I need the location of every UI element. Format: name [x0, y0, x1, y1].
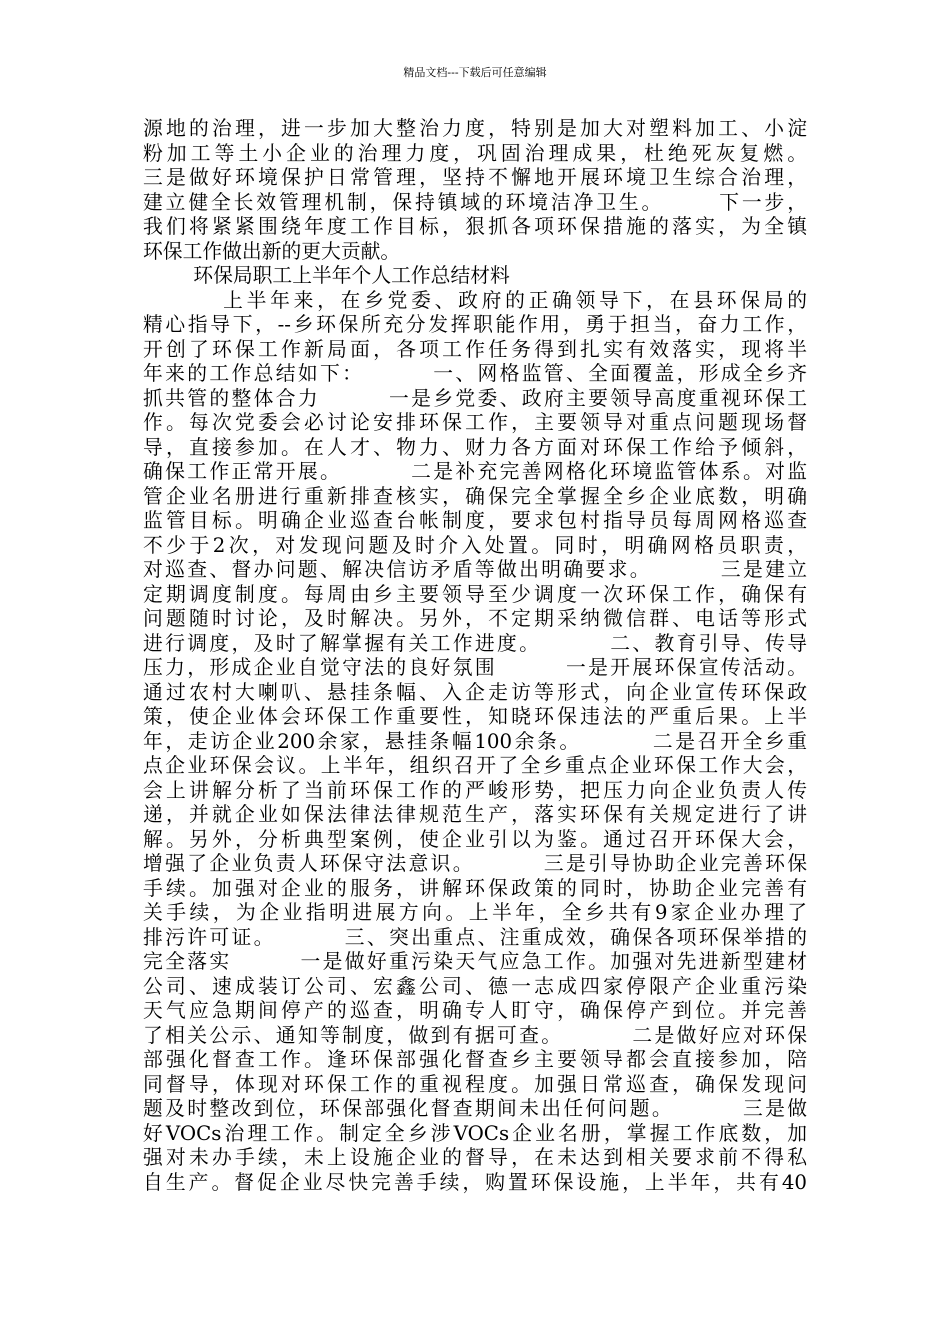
body-line: 监管目标。明确企业巡查台帐制度，要求包村指导员每周网格巡查 — [143, 509, 807, 532]
body-line: 不少于2次，对发现问题及时介入处置。同时，明确网格员职责， — [143, 533, 807, 557]
body-line: 建立健全长效管理机制，保持镇域的环境洁净卫生。 下一步， — [143, 190, 807, 214]
body-line: 完全落实 一是做好重污染天气应急工作。加强对先进新型建材 — [143, 950, 807, 973]
body-line: 问题随时讨论，及时解决。另外，不定期采纳微信群、电话等形式 — [143, 607, 807, 630]
body-line: 确保工作正常开展。 二是补充完善网格化环境监管体系。对监 — [143, 460, 807, 483]
body-line: 解。另外，分析典型案例，使企业引以为鉴。通过召开环保大会， — [143, 827, 807, 851]
body-line: 递，并就企业如保法律法律规范生产，落实环保有关规定进行了讲 — [143, 803, 807, 826]
body-line: 三是做好环境保护日常管理，坚持不懈地开展环境卫生综合治理， — [143, 166, 807, 189]
body-line: 强对未办手续，未上设施企业的督导，在未达到相关要求前不得私 — [143, 1146, 807, 1169]
body-line: 定期调度制度。每周由乡主要领导至少调度一次环保工作，确保有 — [143, 582, 807, 606]
body-line: 策，使企业体会环保工作重要性，知晓环保违法的严重后果。上半 — [143, 705, 807, 728]
document-body — [143, 117, 807, 1195]
body-line: 环保工作做出新的更大贡献。 — [143, 239, 401, 263]
body-line: 手续。加强对企业的服务，讲解环保政策的同时，协助企业完善有 — [143, 876, 807, 900]
body-line: 粉加工等土小企业的治理力度，巩固治理成果，杜绝死灰复燃。 — [143, 141, 807, 165]
body-line: 自生产。督促企业尽快完善手续，购置环保设施，上半年，共有40 — [143, 1170, 807, 1194]
section-title: 环保局职工上半年个人工作总结材料 — [143, 264, 510, 287]
body-line: 开创了环保工作新局面，各项工作任务得到扎实有效落实，现将半 — [143, 337, 807, 361]
body-line: 通过农村大喇叭、悬挂条幅、入企走访等形式，向企业宣传环保政 — [143, 680, 807, 704]
body-line: 排污许可证。 三、突出重点、注重成效，确保各项环保举措的 — [143, 925, 807, 949]
body-line: 点企业环保会议。上半年，组织召开了全乡重点企业环保工作大会， — [143, 754, 807, 777]
body-line: 增强了企业负责人环保守法意识。 三是引导协助企业完善环保 — [143, 852, 807, 875]
body-line: 我们将紧紧围绕年度工作目标，狠抓各项环保措施的落实，为全镇 — [143, 215, 807, 238]
body-line: 关手续，为企业指明进展方向。上半年，全乡共有9家企业办理了 — [143, 901, 807, 924]
body-line: 源地的治理，进一步加大整治力度，特别是加大对塑料加工、小淀 — [143, 117, 807, 140]
body-line: 对巡查、督办问题、解决信访矛盾等做出明确要求。 三是建立 — [143, 558, 807, 581]
body-line: 压力，形成企业自觉守法的良好氛围 一是开展环保宣传活动。 — [143, 656, 807, 679]
body-line: 导，直接参加。在人才、物力、财力各方面对环保工作给予倾斜， — [143, 435, 807, 459]
body-line: 上半年来，在乡党委、政府的正确领导下，在县环保局的 — [143, 288, 807, 312]
body-line: 题及时整改到位，环保部强化督查期间未出任何问题。 三是做 — [143, 1097, 807, 1120]
body-line: 进行调度，及时了解掌握有关工作进度。 二、教育引导、传导 — [143, 631, 807, 655]
body-line: 抓共管的整体合力 一是乡党委、政府主要领导高度重视环保工 — [143, 386, 807, 410]
body-line: 了相关公示、通知等制度，做到有据可查。 二是做好应对环保 — [143, 1023, 807, 1047]
body-line: 作。每次党委会必讨论安排环保工作，主要领导对重点问题现场督 — [143, 411, 807, 434]
body-line: 精心指导下，--乡环保所充分发挥职能作用，勇于担当，奋力工作， — [143, 313, 807, 336]
body-line: 年来的工作总结如下： 一、网格监管、全面覆盖，形成全乡齐 — [143, 362, 807, 385]
body-line: 年，走访企业200余家，悬挂条幅100余条。 二是召开全乡重 — [143, 729, 807, 753]
body-line: 天气应急期间停产的巡查，明确专人盯守，确保停产到位。并完善 — [143, 999, 807, 1022]
body-line: 会上讲解分析了当前环保工作的严峻形势，把压力向企业负责人传 — [143, 778, 807, 802]
body-line: 管企业名册进行重新排查核实，确保完全掌握全乡企业底数，明确 — [143, 484, 807, 508]
body-line: 部强化督查工作。逢环保部强化督查乡主要领导都会直接参加，陪 — [143, 1048, 807, 1071]
body-line: 好VOCs治理工作。制定全乡涉VOCs企业名册，掌握工作底数，加 — [143, 1121, 807, 1145]
body-line: 同督导，体现对环保工作的重视程度。加强日常巡查，确保发现问 — [143, 1072, 807, 1096]
body-line: 公司、速成装订公司、宏鑫公司、德一志成四家停限产企业重污染 — [143, 974, 807, 998]
page-header: 精品文档---下载后可任意编辑 — [403, 66, 547, 79]
